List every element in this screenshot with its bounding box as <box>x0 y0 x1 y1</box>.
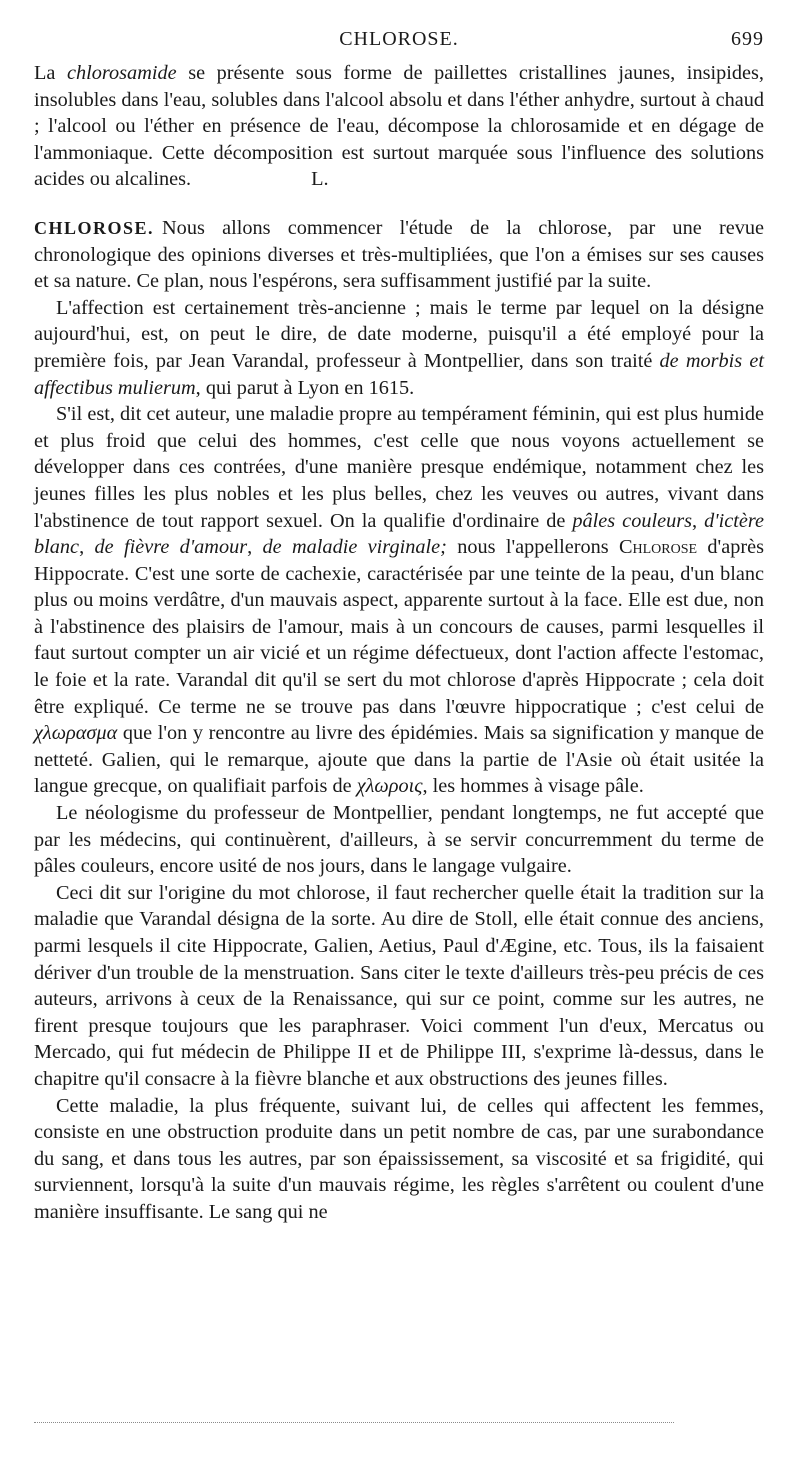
small-caps-term: Chlorose <box>618 536 698 559</box>
greek-term: χλωρασμα <box>34 722 118 745</box>
paragraph-tradition: Ceci dit sur l'origine du mot chlorose, il faut rechercher quelle était la tradition sur la maladie que Varandal désigna de la sorte. Au dire de Stoll, elle était connue des anciens, parmi lesquels il cite Hippocrate, Galien, Aetius, Paul d'Ægine, etc. Tous, ils la faisaient dériver d'un trouble de la menstruation. Sans citer le texte d'ailleurs très-peu précis de ces auteurs, arrivons à ceux de la Renaissance, qui sur ce point, comme sur les autres, ne firent presque toujours que les paraphraser. Voici comment l'un d'eux, Mercatus ou Mercado, qui fut médecin de Philippe II et de Philippe III, s'exprime là-dessus, dans le chapitre qu'il consacre à la fièvre blanche et aux obstructions des jeunes filles. <box>34 881 764 1090</box>
running-head <box>34 24 764 60</box>
greek-term: χλωροις <box>356 775 423 798</box>
entry-headword: CHLOROSE. <box>34 217 155 238</box>
page-number: 699 <box>731 28 764 50</box>
book-title: de morbis et affectibus mulierum <box>34 349 764 399</box>
book-page <box>34 24 764 1226</box>
running-title: CHLOROSE. <box>339 28 459 50</box>
page-bottom-rule <box>34 1422 674 1423</box>
author-signature: L. <box>311 168 329 191</box>
paragraph-definition: S'il est, dit cet auteur, une maladie propre au tempérament féminin, qui est plus humide et plus froid que celui des hommes, c'est celle que nous voyons actuellement se développer dans ces contrées, d'une manière presque endémique, notamment chez les jeunes filles les plus nobles et les plus belles, chez les veuves ou autres, vivant dans l'abstinence de tout rapport sexuel. On la qualifie d'ordinaire de pâles couleurs, d'ictère blanc, de fièvre d'amour, de maladie virginale; nous l'appellerons Chlorose d'après Hippocrate. C'est une sorte de cachexie, caractérisée par une teinte de la peau, d'un blanc plus ou moins verdâtre, d'un mauvais aspect, apparente surtout à la face. Elle est due, non à l'abstinence des plaisirs de l'amour, mais à un concours de causes, parmi lesquelles il faut surtout compter un air vicié et un régime défectueux, dont l'action affecte l'estomac, le foie et la rate. Varandal dit qu'il se sert du mot chlorose d'après Hippocrate ; cela doit être expliqué. Ce terme ne se trouve pas dans l'œuvre hippocratique ; c'est celui de χλωρασμα que l'on y rencontre au livre des épidémies. Mais sa signification y manque de netteté. Galien, qui le remarque, ajoute que dans la partie de l'Asie où était usitée la langue grecque, on qualifiait parfois de χλωροις, les hommes à visage pâle. <box>34 403 765 798</box>
term-chlorosamide: chlorosamide <box>66 62 177 84</box>
paragraph-mercatus: Cette maladie, la plus fréquente, suivant lui, de celles qui affectent les femmes, consiste en une obstruction produite dans un petit nombre de cas, par une surabondance du sang, et dans tous les autres, par son épaississement, sa viscosité et sa frigidité, qui surviennent, lorsqu'à la suite d'un mauvais régime, les règles s'arrêtent ou coulent d'une manière insuffisante. Le sang qui ne <box>34 1094 764 1223</box>
paragraph-varandal: L'affection est certainement très-ancienne ; mais le terme par lequel on la désigne aujourd'hui, est, on peut le dire, de date moderne, puisqu'il a été employé pour la première fois, par Jean Varandal, professeur à Montpellier, dans son traité de morbis et affectibus mulierum, qui parut à Lyon en 1615. <box>34 296 764 399</box>
paragraph-neologism: Le néologisme du professeur de Montpellier, pendant longtemps, ne fut accepté que par les médecins, qui continuèrent, d'ailleurs, à se servir concurremment du terme de pâles couleurs, encore usité de nos jours, dans le langage vulgaire. <box>34 802 764 878</box>
paragraph-chlorose-entry: CHLOROSE. Nous allons commencer l'étude de la chlorose, par une revue chronologique des opinions diverses et très-multipliées, que l'on a émises sur ses causes et sa nature. Ce plan, nous l'espérons, sera suffisamment justifié par la suite. <box>34 216 764 293</box>
paragraph-chlorosamide: La chlorosamide se présente sous forme de paillettes cristallines jaunes, insipides, insolubles dans l'eau, solubles dans l'alcool absolu et dans l'éther anhydre, surtout à chaud ; l'alcool ou l'éther en présence de l'eau, décompose la chlorosamide et en dégage de l'ammoniaque. Cette décomposition est surtout marquée sous l'influence des solutions acides ou alcalines. L. <box>34 60 764 193</box>
